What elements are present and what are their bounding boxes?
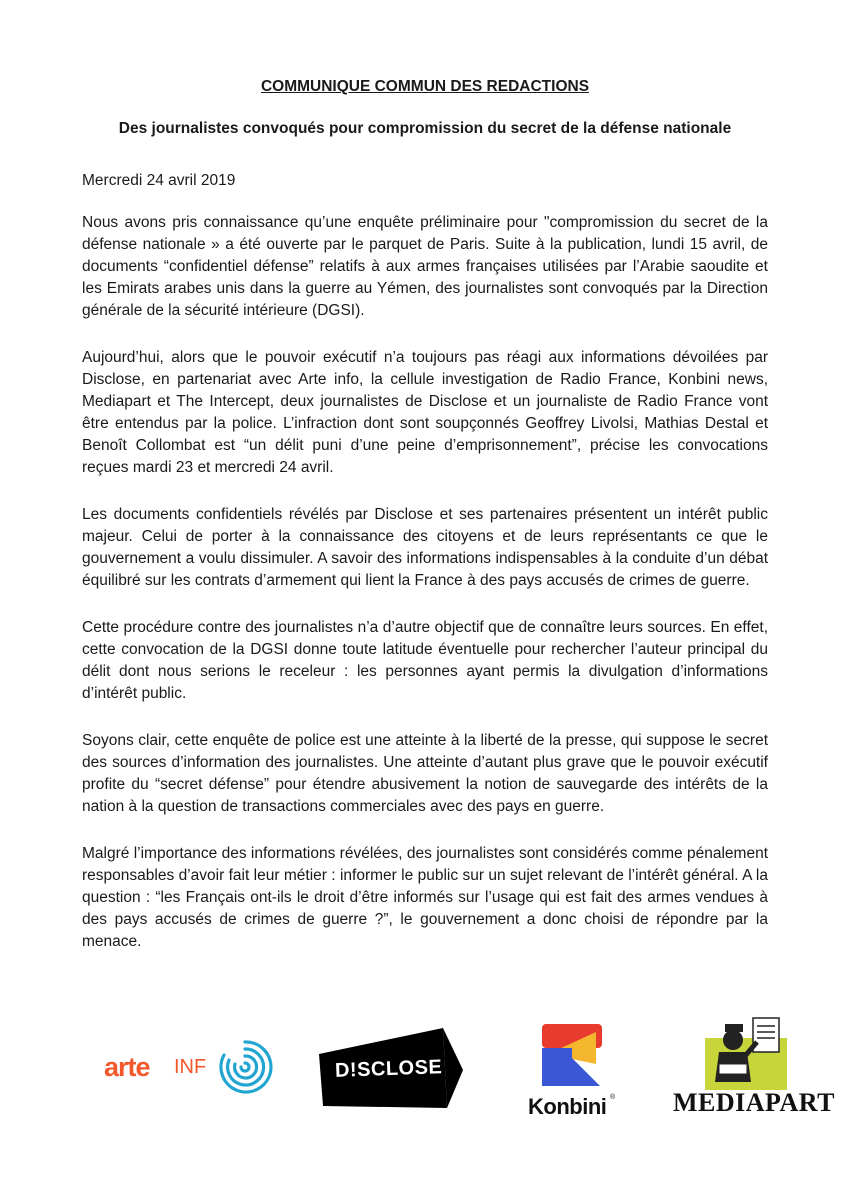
arte-rings-icon xyxy=(216,1038,274,1096)
paragraph: Cette procédure contre des journalistes n’a d’autre objectif que de connaître leurs sources. En effet, cette convocation de la DGSI donne toute latitude éventuelle pour rechercher l’auteur principal du délit dont nous serions le receleur : les personnes ayant permis la divulgation d’informations d’intérêt public. xyxy=(82,619,768,702)
paragraph: Les documents confidentiels révélés par Disclose et ses partenaires présentent un intérêt public majeur. Celui de porter à la connaissance des citoyens et de leurs représentants ce que le gouvernement a voulu dissimuler. A savoir des informations indispensables à la conduite d’un débat équilibré sur les contrats d’armement qui lient la France à des pays accusés de crimes de guerre. xyxy=(82,506,768,589)
konbini-logo xyxy=(528,1024,628,1124)
konbini-registered-mark: ® xyxy=(610,1094,616,1101)
document-subtitle: Des journalistes convoqués pour compromission du secret de la défense nationale xyxy=(118,120,732,137)
mediapart-newsboy-icon xyxy=(699,1012,799,1090)
paragraph: Soyons clair, cette enquête de police est une atteinte à la liberté de la presse, qui suppose le secret des sources d’information des journalistes. Une atteinte d’autant plus grave que le pouvoir exécutif profite du “secret défense” pour étendre abusivement la notion de sauvegarde des intérêts de la nation à la question de transactions commerciales avec des pays en guerre. xyxy=(82,732,768,815)
document-body xyxy=(82,212,768,978)
partner-logos xyxy=(0,1010,849,1130)
document-heading: COMMUNIQUE COMMUN DES REDACTIONS xyxy=(260,78,590,95)
mediapart-logo xyxy=(673,1012,835,1124)
paragraph: Malgré l’importance des informations révélées, des journalistes sont considérés comme pénalement responsables d’avoir fait leur métier : informer le public sur un sujet relevant de l’intérêt général. A la question : “les Français ont-ils le droit d’être informés sur l’usage qui est fait des armes vendues à des pays accusés de crimes de guerre ?”, le gouvernement a donc choisi de répondre par la menace. xyxy=(82,845,768,950)
disclose-logo xyxy=(313,1024,463,1114)
arte-info-suffix: INF xyxy=(174,1056,207,1078)
konbini-wordmark: Konbini xyxy=(528,1094,607,1119)
arte-wordmark: arte xyxy=(104,1052,150,1082)
paragraph: Nous avons pris connaissance qu’une enquête préliminaire pour "compromission du secret de la défense nationale » a été ouverte par le parquet de Paris. Suite à la publication, lundi 15 avril, de documents “confidentiel défense” relatifs à aux armes françaises utilisées par l’Arabie saoudite et les Emirats arabes unis dans la guerre au Yémen, des journalistes sont convoqués par la Direction générale de la sécurité intérieure (DGSI). xyxy=(82,214,768,319)
konbini-k-icon xyxy=(542,1024,602,1088)
disclose-wordmark: D!SCLOSE xyxy=(334,1056,443,1082)
arte-info-logo xyxy=(104,1038,274,1098)
paragraph: Aujourd’hui, alors que le pouvoir exécutif n’a toujours pas réagi aux informations dévoilées par Disclose, en partenariat avec Arte info, la cellule investigation de Radio France, Konbini news, Mediapart et The Intercept, deux journalistes de Disclose et un journaliste de Radio France vont être entendus par la police. L’infraction dont sont soupçonnés Geoffrey Livolsi, Mathias Destal et Benoît Collombat est “un délit puni d’une peine d’emprisonnement”, précise les convocations reçues mardi 23 et mercredi 24 avril. xyxy=(82,349,768,476)
document-date: Mercredi 24 avril 2019 xyxy=(82,172,236,189)
mediapart-wordmark: MEDIAPART xyxy=(673,1088,835,1117)
